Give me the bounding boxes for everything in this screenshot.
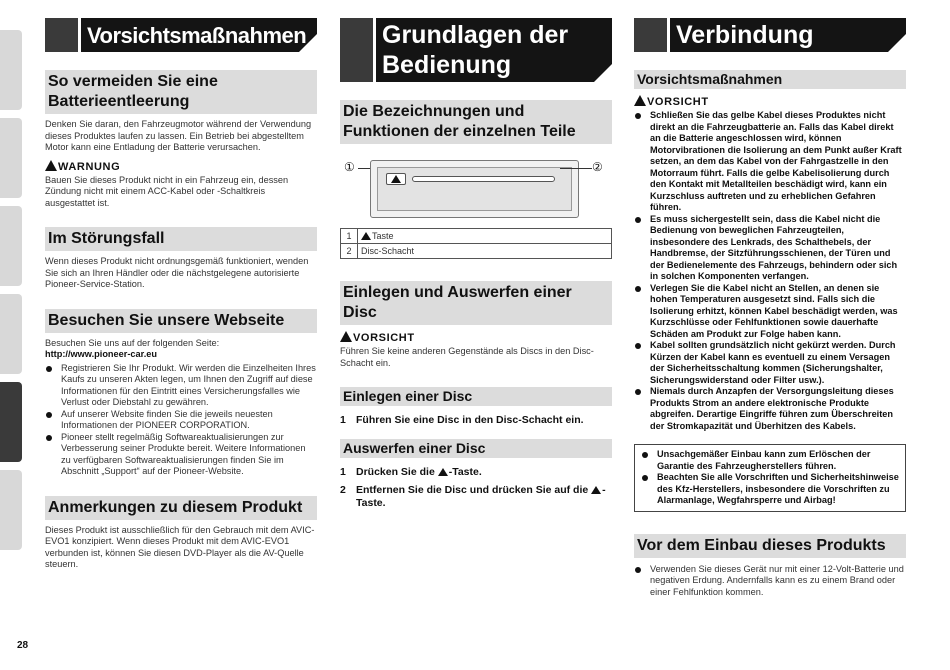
section-heading: Einlegen einer Disc [340, 387, 612, 406]
column-connection [634, 18, 906, 598]
chapter-tab[interactable] [0, 206, 22, 286]
callout-2: ② [592, 160, 603, 174]
paragraph: Bauen Sie dieses Produkt nicht in ein Fahrzeug ein, dessen Zündung nicht mit einem ACC-Kabel oder -Schaltkreis ausgestattet ist. [45, 174, 289, 208]
table-row [341, 229, 612, 244]
list-item: Kabel sollten grundsätzlich nicht gekürzt werden. Durch Kürzen der Kabel kann es eventuell zu einem Versagen der Sicherheitsschaltung kommen (Sicherungshalter, Sicherungswiderstand oder Filter usw.). [634, 340, 906, 386]
list-item: Beachten Sie alle Vorschriften und Sicherheitshinweise des Kfz-Herstellers, insbesondere die Vorschriften zu Alarmanlage, Wegfahrsperre und Airbag! [641, 472, 899, 507]
bullet-list [45, 363, 317, 478]
paragraph: Besuchen Sie uns auf der folgenden Seite: [45, 337, 220, 348]
chapter-tabs [0, 30, 22, 558]
chapter-title-band [634, 18, 906, 52]
section-heading: Die Bezeichnungen und Funktionen der einzelnen Teile [340, 100, 612, 144]
list-item: Schließen Sie das gelbe Kabel dieses Produktes nicht direkt an die Fahrzeugbatterie an. Falls das Kabel direkt an die Batterie angeschlossen wird, können Motorvibrationen die Isolierung an dem Punkt außer Kraft setzen, an dem das Kabel von der Fahrgastzelle in den Motorraum führt. Falls die gelbe Kabelisolierung durch den Kontakt mit Metallteilen beschädigt wird, kann ein Kurzschluss auftreten und zu erheblichen Gefahren führen. [634, 110, 906, 214]
warning-label: WARNUNG [45, 160, 317, 173]
section-heading: Einlegen und Auswerfen einer Disc [340, 281, 612, 325]
step-item: 1 Führen Sie eine Disc in den Disc-Schacht ein. [340, 414, 584, 426]
chapter-tab-active[interactable] [0, 382, 22, 462]
column-basic-operation [340, 18, 612, 515]
warning-icon [340, 331, 352, 342]
list-item: Pioneer stellt regelmäßig Softwareaktualisierungen zur Verbesserung seiner Produkte bereit. Weitere Informationen zu verfügbaren Softwareaktualisierungen finden Sie im Abschnitt „Support“ auf der Pioneer-Website. [45, 432, 317, 478]
chapter-title-band [340, 18, 612, 82]
parts-table [340, 228, 612, 259]
notice-box [634, 444, 906, 512]
section-heading: Im Störungsfall [45, 227, 317, 251]
paragraph: Denken Sie daran, den Fahrzeugmotor während der Verwendung dieses Produktes laufen zu lassen. Ein Betrieb bei abgestelltem Motor kann eine Entladung der Batterie verursachen. [45, 119, 312, 152]
eject-icon [438, 468, 448, 476]
table-row [341, 244, 612, 259]
chapter-tab[interactable] [0, 470, 22, 550]
chapter-tab[interactable] [0, 118, 22, 198]
part-label: Taste [358, 229, 612, 244]
eject-icon [361, 232, 371, 240]
step-item: 2 Entfernen Sie die Disc und drücken Sie auf die -Taste. [340, 484, 606, 509]
chapter-marker [634, 18, 667, 52]
chapter-tab[interactable] [0, 30, 22, 110]
list-item: Verwenden Sie dieses Gerät nur mit einer 12-Volt-Batterie und negativen Erdung. Andernfalls kann es zu einem Brand oder einer Fehlfunktion kommen. [634, 564, 906, 599]
column-precautions [45, 18, 317, 571]
bullet-list [634, 564, 906, 599]
section-heading: Auswerfen einer Disc [340, 439, 612, 458]
warning-icon [45, 160, 57, 171]
website-link[interactable]: http://www.pioneer-car.eu [45, 349, 157, 359]
list-item: Niemals durch Anzapfen der Versorgungsleitung dieses Produkts Strom an andere elektronische Produkte abgreifen. Derartige Eingriffe führen zum Überschreiten der Stromkapazität und Überhitzen des Kabels. [634, 386, 906, 432]
paragraph: Wenn dieses Produkt nicht ordnungsgemäß funktioniert, wenden Sie sich an Ihren Händler oder die nächstgelegene autorisierte Pioneer-Service-Station. [45, 256, 309, 289]
caution-label: VORSICHT [340, 331, 612, 344]
chapter-marker [340, 18, 373, 82]
list-item: Es muss sichergestellt sein, dass die Kabel nicht die Bedienung von beweglichen Fahrzeugteilen, insbesondere des Lenkrads, des Schalthebels, der Handbremse, der Sitzführungsschienen, der Türen und der Bedienelemente des Fahrzeugs, behindern oder sich in solchen Komponenten verfangen. [634, 214, 906, 283]
list-item: Unsachgemäßer Einbau kann zum Erlöschen der Garantie des Fahrzeugherstellers führen. [641, 449, 899, 472]
list-item: Auf unserer Website finden Sie die jeweils neuesten Informationen der PIONEER CORPORATION. [45, 409, 317, 432]
section-heading: Vor dem Einbau dieses Produkts [634, 534, 906, 558]
bullet-list [634, 110, 906, 432]
disc-slot [412, 176, 555, 182]
part-number: 2 [341, 244, 358, 259]
step-list [340, 466, 612, 510]
part-label: Disc-Schacht [358, 244, 612, 259]
head-unit-illustration [370, 160, 579, 218]
section-heading: Vorsichtsmaßnahmen [634, 70, 906, 89]
chapter-title: Verbindung [676, 21, 814, 49]
section-heading: Anmerkungen zu diesem Produkt [45, 496, 317, 520]
bullet-list [641, 449, 899, 507]
chapter-tab[interactable] [0, 294, 22, 374]
chapter-title: Vorsichtsmaßnahmen [87, 23, 307, 48]
list-item: Registrieren Sie Ihr Produkt. Wir werden die Einzelheiten Ihres Kaufs zu unseren Akten legen, um Ihnen den Zugriff auf diese Informationen für den Eintritt eines Versicherungsfalles wie Verlust oder Diebstahl zu gewähren. [45, 363, 317, 409]
warning-icon [634, 95, 646, 106]
eject-icon [391, 175, 401, 183]
section-heading: So vermeiden Sie eine Batterieentleerung [45, 70, 317, 114]
chapter-marker [45, 18, 78, 52]
chapter-title: Grundlagen der Bedienung [382, 21, 569, 79]
eject-button [386, 173, 406, 185]
list-item: Verlegen Sie die Kabel nicht an Stellen, an denen sie hohen Temperaturen ausgesetzt sind. Falls sich die Isolierung erhitzt, können Kabel beschädigt werden, was Kurzschlüsse oder Fehlfunktionen sowie dauerhafte Schäden am Produkt zur Folge haben kann. [634, 283, 906, 341]
paragraph: Dieses Produkt ist ausschließlich für den Gebrauch mit dem AVIC-EVO1 konzipiert. Wenn dieses Produkt mit dem AVIC-EVO1 verbunden ist, können Sie diesen DVD-Player als die AV-Quelle steuern. [45, 524, 315, 569]
caution-label: VORSICHT [634, 95, 906, 108]
step-item: 1 Drücken Sie die -Taste. [340, 466, 482, 478]
page-number: 28 [17, 640, 29, 651]
eject-icon [591, 486, 601, 494]
part-number: 1 [341, 229, 358, 244]
chapter-title-band [45, 18, 317, 52]
device-diagram [340, 156, 612, 228]
step-list [340, 414, 612, 427]
paragraph: Führen Sie keine anderen Gegenstände als Discs in den Disc-Schacht ein. [340, 346, 594, 368]
callout-1: ① [344, 160, 355, 174]
section-heading: Besuchen Sie unsere Webseite [45, 309, 317, 333]
